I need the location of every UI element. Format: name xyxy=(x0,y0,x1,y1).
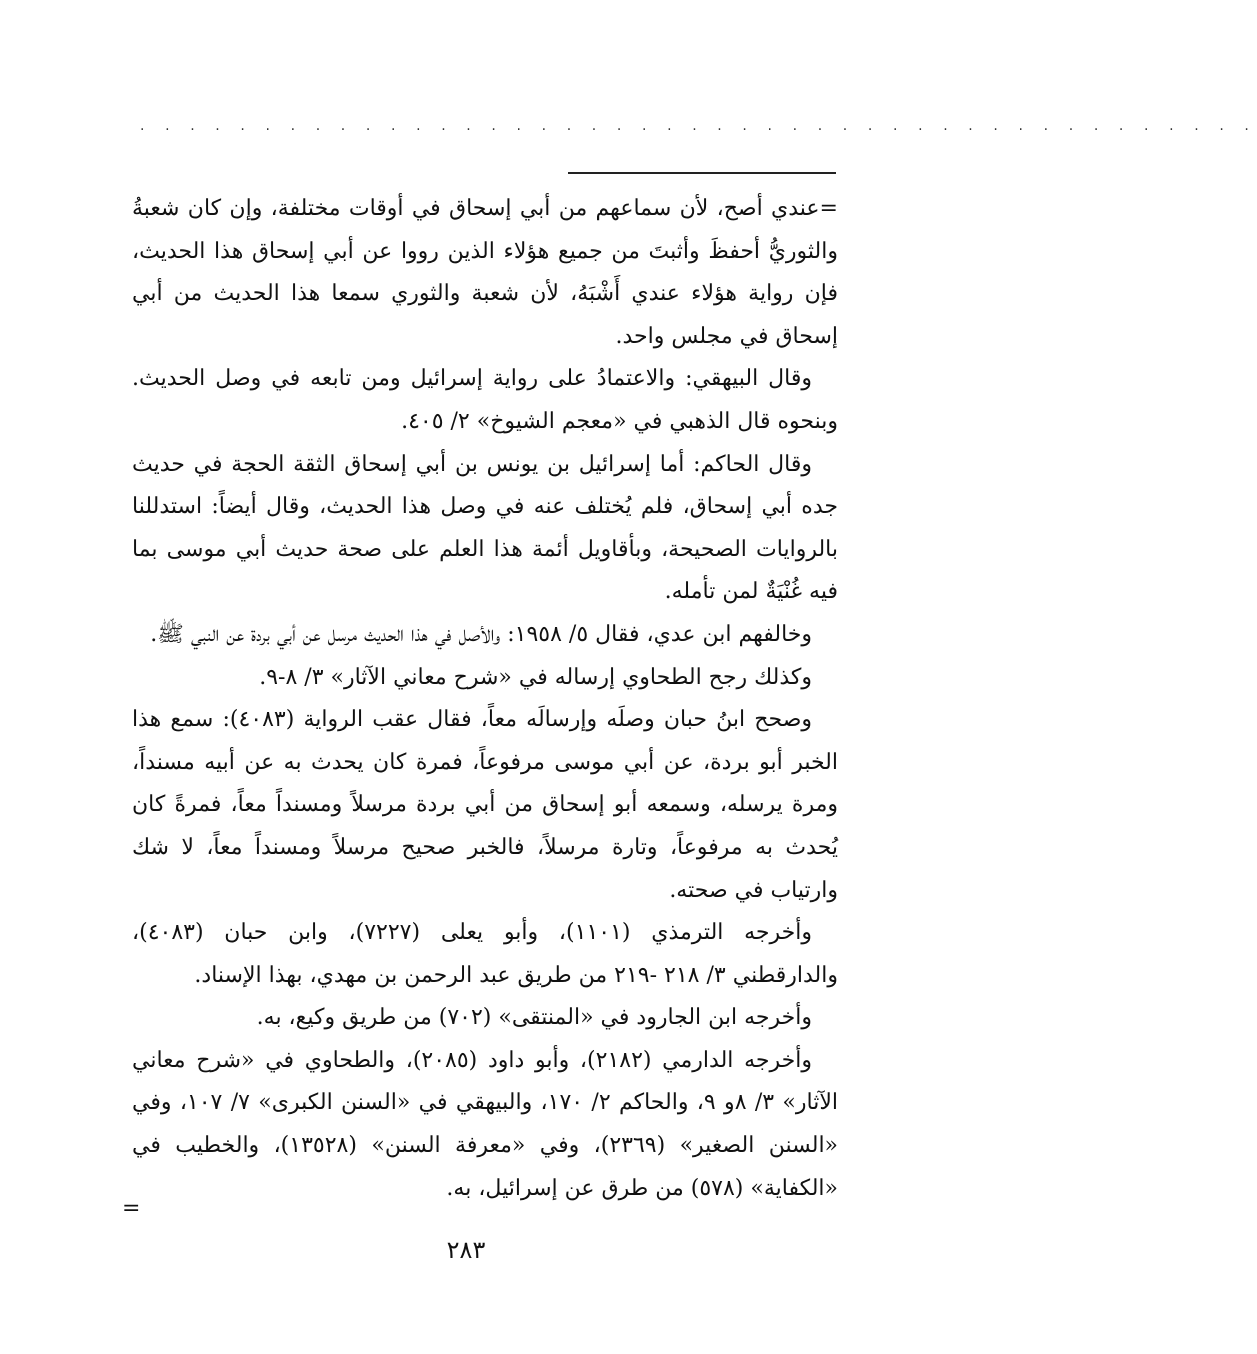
page-number: ٢٨٣ xyxy=(446,1236,486,1264)
continuation-mark: = xyxy=(122,1196,141,1221)
footnote-rule xyxy=(568,172,836,174)
paragraph-5: وكذلك رجح الطحاوي إرساله في «شرح معاني الآثار» ٣/ ٨-٩. xyxy=(259,664,812,690)
paragraph-1: =عندي أصح، لأن سماعهم من أبي إسحاق في أوقات مختلفة، وإن كان شعبةُ والثوريُّ أحفظَ وأثبتَ من جميع هؤلاء الذين رووا عن أبي إسحاق هذا الحديث، فإن رواية هؤلاء عندي أَشْبَهُ، لأن شعبة والثوري سمعا هذا الحديث من أبي إسحاق في مجلس واحد. xyxy=(132,196,838,349)
footnote-body xyxy=(132,188,838,1210)
paragraph-4: وخالفهم ابن عدي، فقال ٥/ ١٩٥٨: والأصل في هذا الحديث مرسل عن أبي بردة عن النبي ﷺ. xyxy=(150,621,812,647)
paragraph-3: وقال الحاكم: أما إسرائيل بن يونس بن أبي إسحاق الثقة الحجة في حديث جده أبي إسحاق، فلم يُختلف عنه في وصل هذا الحديث، وقال أيضاً: استدللنا بالروايات الصحيحة، وبأقاويل أئمة هذا العلم على صحة حديث أبي موسى بما فيه غُنْيَةٌ لمن تأمله. xyxy=(132,451,838,605)
paragraph-2: وقال البيهقي: والاعتمادُ على رواية إسرائيل ومن تابعه في وصل الحديث. وبنحوه قال الذهبي في «معجم الشيوخ» ٢/ ٤٠٥. xyxy=(132,366,838,434)
paragraph-7: وأخرجه الترمذي (١١٠١)، وأبو يعلى (٧٢٢٧)، وابن حبان (٤٠٨٣)، والدارقطني ٣/ ٢١٨ -٢١٩ من طريق عبد الرحمن بن مهدي، بهذا الإسناد. xyxy=(132,920,838,988)
paragraph-8: وأخرجه ابن الجارود في «المنتقى» (٧٠٢) من طريق وكيع، به. xyxy=(256,1005,812,1031)
paragraph-6: وصحح ابنُ حبان وصلَه وإرسالَه معاً، فقال عقب الرواية (٤٠٨٣): سمع هذا الخبر أبو بردة، عن أبي موسى مرفوعاً، فمرة كان يحدث به عن أبيه مسنداً، ومرة يرسله، وسمعه أبو إسحاق من أبي بردة مرسلاً ومسنداً معاً، فمرةً كان يُحدث به مرفوعاً، وتارة مرسلاً، فالخبر صحيح مرسلاً ومسنداً معاً، لا شك وارتياب في صحته. xyxy=(132,707,838,903)
separator-dots: . . . . . . . . . . . . . . . . . . . . . . . . . . . . . . . . . . . . . . . . . . . . . xyxy=(140,118,1257,134)
paragraph-9: وأخرجه الدارمي (٢١٨٢)، وأبو داود (٢٠٨٥)، والطحاوي في «شرح معاني الآثار» ٣/ ٨و ٩، والحاكم ٢/ ١٧٠، والبيهقي في «السنن الكبرى» ٧/ ١٠٧، وفي «السنن الصغير» (٢٣٦٩)، وفي «معرفة السنن» (١٣٥٢٨)، والخطيب في «الكفاية» (٥٧٨) من طرق عن إسرائيل، به. xyxy=(132,1047,839,1201)
